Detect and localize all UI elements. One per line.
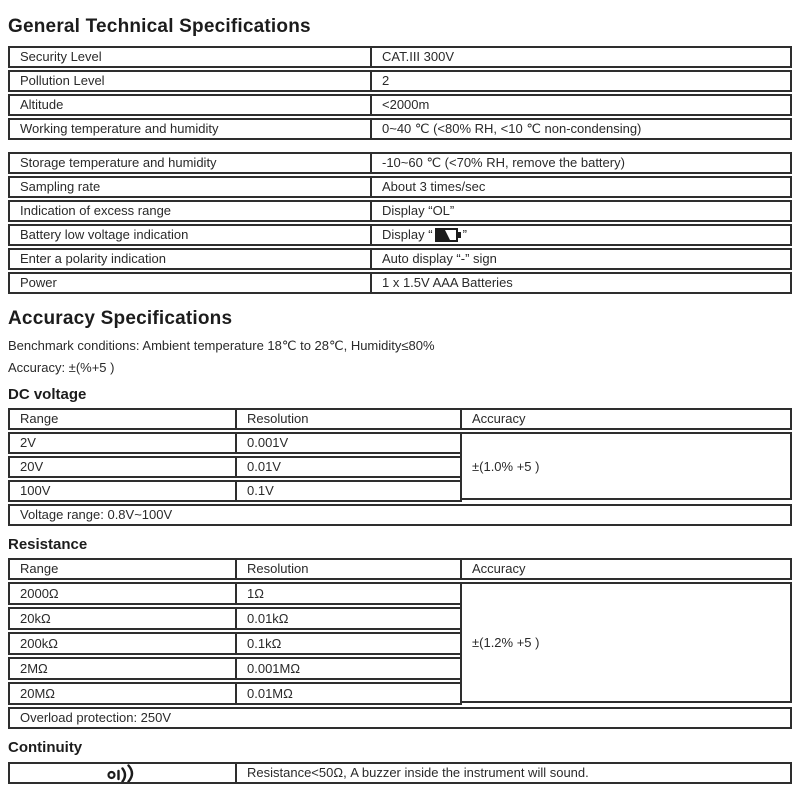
table-header-row <box>8 558 792 580</box>
accuracy-merged-cell: ±(1.0% +5 ) <box>460 432 792 500</box>
resolution-cell: 0.1V <box>235 482 460 500</box>
battery-value-prefix: Display “ <box>382 227 433 242</box>
resolution-cell: 0.1kΩ <box>235 634 460 653</box>
table-row <box>8 224 792 246</box>
table-row <box>8 480 462 502</box>
dc-voltage-table <box>8 408 792 526</box>
subsection-heading-continuity: Continuity <box>8 739 83 756</box>
table-row <box>8 200 792 222</box>
table-header-row <box>8 408 792 430</box>
resistance-table <box>8 558 792 729</box>
subsection-heading-dc-voltage: DC voltage <box>8 386 87 403</box>
table-row <box>8 607 462 630</box>
benchmark-conditions-text: Benchmark conditions: Ambient temperature 18℃ to 28℃, Humidity≤80% <box>8 338 435 353</box>
spec-label: Battery low voltage indication <box>20 227 189 242</box>
table-row <box>8 118 792 140</box>
resolution-cell: 0.001V <box>235 434 460 452</box>
range-cell: 20kΩ <box>20 610 51 626</box>
table-row <box>8 682 462 705</box>
table-row <box>8 432 462 454</box>
column-header-range: Range <box>20 561 59 576</box>
general-spec-table-2 <box>8 152 792 294</box>
table-separator <box>8 142 792 152</box>
spec-value: -10~60 ℃ (<70% RH, remove the battery) <box>370 154 790 172</box>
spec-value: 1 x 1.5V AAA Batteries <box>370 274 790 292</box>
table-footer-row <box>8 707 792 729</box>
table-row <box>8 456 462 478</box>
spec-value: About 3 times/sec <box>370 178 790 196</box>
range-cell: 20V <box>20 459 44 474</box>
table-row <box>8 632 462 655</box>
spec-value: CAT.III 300V <box>370 48 790 66</box>
spec-label: Enter a polarity indication <box>20 251 166 266</box>
continuity-buzzer-icon <box>107 764 139 782</box>
footer-note: Voltage range: 0.8V~100V <box>20 507 173 522</box>
accuracy-merged-cell: ±(1.2% +5 ) <box>460 582 792 703</box>
table-row <box>8 657 462 680</box>
table-body <box>8 582 792 705</box>
table-row <box>8 762 792 784</box>
column-header-accuracy: Accuracy <box>460 560 790 578</box>
spec-value: Auto display “-” sign <box>370 250 790 268</box>
spec-label: Sampling rate <box>20 179 101 194</box>
subsection-heading-resistance: Resistance <box>8 536 88 553</box>
range-cell: 20MΩ <box>20 685 56 701</box>
resolution-cell: 1Ω <box>235 584 460 603</box>
range-cell: 200kΩ <box>20 635 58 651</box>
spec-label: Security Level <box>20 49 102 64</box>
spec-value: <2000m <box>370 96 790 114</box>
general-spec-table-1 <box>8 46 792 140</box>
column-header-range: Range <box>20 411 59 426</box>
resolution-cell: 0.01kΩ <box>235 609 460 628</box>
continuity-table <box>8 762 792 784</box>
table-row <box>8 94 792 116</box>
spec-label: Storage temperature and humidity <box>20 155 217 170</box>
continuity-icon-cell <box>10 764 235 782</box>
spec-label: Pollution Level <box>20 73 105 88</box>
resolution-cell: 0.01V <box>235 458 460 476</box>
spec-label: Power <box>20 275 57 290</box>
range-cell: 2000Ω <box>20 585 59 601</box>
table-body <box>8 432 792 502</box>
continuity-description: Resistance<50Ω, A buzzer inside the instrument will sound. <box>235 764 790 782</box>
table-row <box>8 176 792 198</box>
footer-note: Overload protection: 250V <box>20 710 172 725</box>
table-row <box>8 582 462 605</box>
table-row <box>8 46 792 68</box>
range-cell: 100V <box>20 483 51 498</box>
table-row <box>8 70 792 92</box>
spec-value: 2 <box>370 72 790 90</box>
resolution-cell: 0.01MΩ <box>235 684 460 703</box>
table-row <box>8 152 792 174</box>
range-cell: 2V <box>20 435 36 450</box>
battery-value-suffix: ” <box>462 227 467 242</box>
table-row <box>8 248 792 270</box>
section-title-accuracy: Accuracy Specifications <box>8 308 233 329</box>
spec-label: Altitude <box>20 97 64 112</box>
column-header-resolution: Resolution <box>235 410 460 428</box>
spec-value: Display “OL” <box>370 202 790 220</box>
resolution-cell: 0.001MΩ <box>235 659 460 678</box>
spec-label: Working temperature and humidity <box>20 121 219 136</box>
low-battery-icon <box>435 228 461 242</box>
column-header-accuracy: Accuracy <box>460 410 790 428</box>
range-cell: 2MΩ <box>20 660 48 676</box>
spec-value: 0~40 ℃ (<80% RH, <10 ℃ non-condensing) <box>370 120 790 138</box>
column-header-resolution: Resolution <box>235 560 460 578</box>
accuracy-formula-text: Accuracy: ±(%+5 ) <box>8 360 115 375</box>
spec-value <box>370 226 790 244</box>
spec-label: Indication of excess range <box>20 203 172 218</box>
table-footer-row <box>8 504 792 526</box>
page-title: General Technical Specifications <box>8 16 311 37</box>
table-row <box>8 272 792 294</box>
